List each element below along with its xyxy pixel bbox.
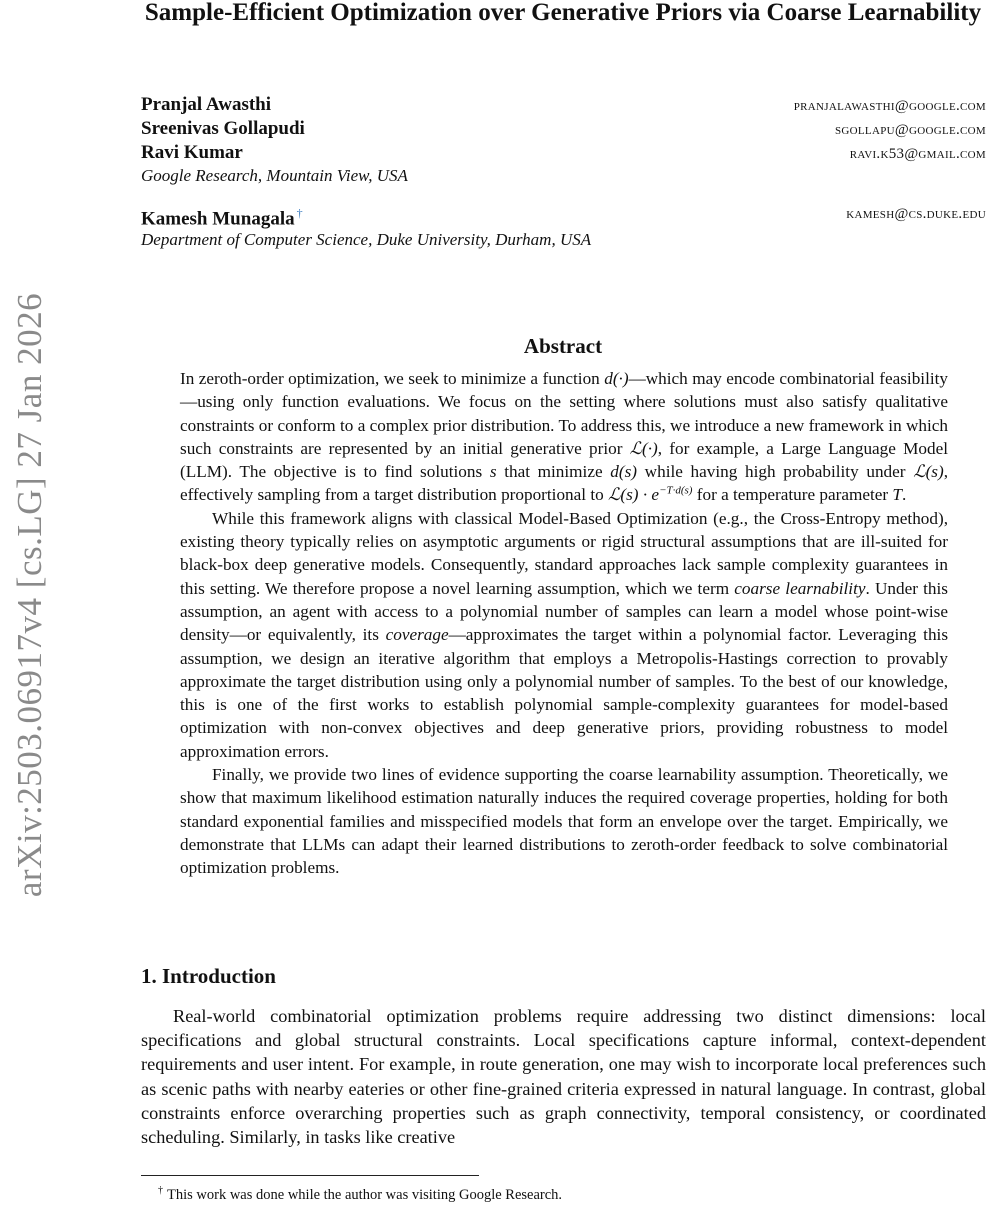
math-expression: ℒ(s) bbox=[913, 462, 944, 482]
text-run: , for example, a Large Language Model (LLM). The objective is to find solutions bbox=[180, 438, 948, 482]
text-run: , effectively sampling from a target distribution proportional to bbox=[180, 462, 948, 505]
math-expression: ℒ(s) · e bbox=[608, 485, 660, 505]
author-name: Sreenivas Gollapudi bbox=[141, 118, 305, 139]
affiliation: Department of Computer Science, Duke University, Durham, USA bbox=[141, 230, 592, 249]
abstract-paragraph bbox=[180, 507, 948, 763]
emphasis-term: coarse learnability bbox=[734, 578, 866, 598]
text-run: . bbox=[901, 485, 907, 505]
math-expression: d(s) bbox=[610, 462, 637, 482]
emphasis-term: coverage bbox=[385, 625, 449, 645]
author-email[interactable]: sgollapu@google.com bbox=[835, 122, 986, 138]
author-email[interactable]: kamesh@cs.duke.edu bbox=[846, 206, 986, 222]
author-name-text: Kamesh Munagala bbox=[141, 208, 295, 230]
footnote bbox=[158, 1181, 562, 1205]
text-run: . Under this assumption, an agent with access to a polynomial number of samples can learn a model whose point-wise density—or equivalently, its bbox=[180, 578, 948, 645]
author-email[interactable]: pranjalawasthi@google.com bbox=[793, 98, 986, 114]
text-run: for a temperature parameter bbox=[692, 485, 893, 505]
math-expression: s bbox=[489, 462, 497, 482]
author-name: Ravi Kumar bbox=[141, 142, 243, 163]
text-run: that minimize bbox=[496, 462, 611, 482]
math-exponent: −T·d(s) bbox=[659, 484, 693, 497]
paper-title: Sample-Efficient Optimization over Generative Priors via Coarse Learnability bbox=[144, 0, 982, 26]
text-run: While this framework aligns with classical Model-Based Optimization (e.g., the Cross-Entropy method), existing theory typically relies on asymptotic arguments or rigid structural assumptions that are ill-suited for black-box deep generative models. Consequently, standard approaches lack sample complexity guarantees in this setting. We therefore propose a novel learning assumption, which we term bbox=[180, 508, 948, 598]
footnote-mark: † bbox=[158, 1185, 163, 1196]
math-expression: T bbox=[892, 485, 902, 505]
author-name bbox=[141, 201, 303, 231]
section-heading: 1. Introduction bbox=[141, 964, 276, 988]
footnote-dagger[interactable]: † bbox=[296, 206, 303, 220]
footnote-divider bbox=[141, 1175, 479, 1176]
text-run: while having high probability under bbox=[637, 462, 914, 482]
author-email[interactable]: ravi.k53@gmail.com bbox=[849, 146, 986, 162]
abstract-body bbox=[180, 367, 948, 880]
text-run: —which may encode combinatorial feasibility—using only function evaluations. We focus on the setting where solutions must also satisfy qualitative constraints or conform to a complex prior distribution. To address this, we introduce a new framework in which such constraints are represented by an initial generative prior bbox=[180, 369, 948, 458]
math-expression: d(·) bbox=[604, 369, 629, 388]
affiliation: Google Research, Mountain View, USA bbox=[141, 166, 408, 185]
footnote-text: This work was done while the author was visiting Google Research. bbox=[167, 1186, 563, 1203]
math-expression: ℒ(·) bbox=[629, 438, 658, 458]
abstract-paragraph: Finally, we provide two lines of evidence supporting the coarse learnability assumption. Theoretically, we show that maximum likelihood estimation naturally induces the required coverage properties, holding for both standard exponential families and misspecified models that form an envelope over the target. Empirically, we demonstrate that LLMs can adapt their learned distributions to zeroth-order feedback to solve combinatorial optimization problems. bbox=[180, 765, 948, 878]
text-run: In zeroth-order optimization, we seek to minimize a function bbox=[180, 369, 605, 388]
abstract-heading: Abstract bbox=[523, 334, 603, 358]
arxiv-identifier: arXiv:2503.06917v4 [cs.LG] 27 Jan 2026 bbox=[10, 292, 49, 898]
intro-paragraph: Real-world combinatorial optimization problems require addressing two distinct dimensions: local specifications and global structural constraints. Local specifications capture informal, context-dependent requirements and user intent. For example, in route generation, one may wish to incorporate local preferences such as scenic paths with nearby eateries or other fine-grained criteria expressed in natural language. In contrast, global constraints enforce overarching properties such as graph connectivity, temporal consistency, or coordinated scheduling. Similarly, in tasks like creative bbox=[141, 1006, 986, 1148]
author-name: Pranjal Awasthi bbox=[141, 94, 272, 115]
abstract-paragraph bbox=[180, 367, 948, 507]
text-run: —approximates the target within a polynomial factor. Leveraging this assumption, we design an iterative algorithm that employs a Metropolis-Hastings correction to provably approximate the target distribution using only a polynomial number of samples. To the best of our knowledge, this is one of the first works to establish polynomial sample-complexity guarantees for model-based optimization with non-convex objectives and deep generative priors, providing robustness to model approximation errors. bbox=[180, 625, 949, 761]
